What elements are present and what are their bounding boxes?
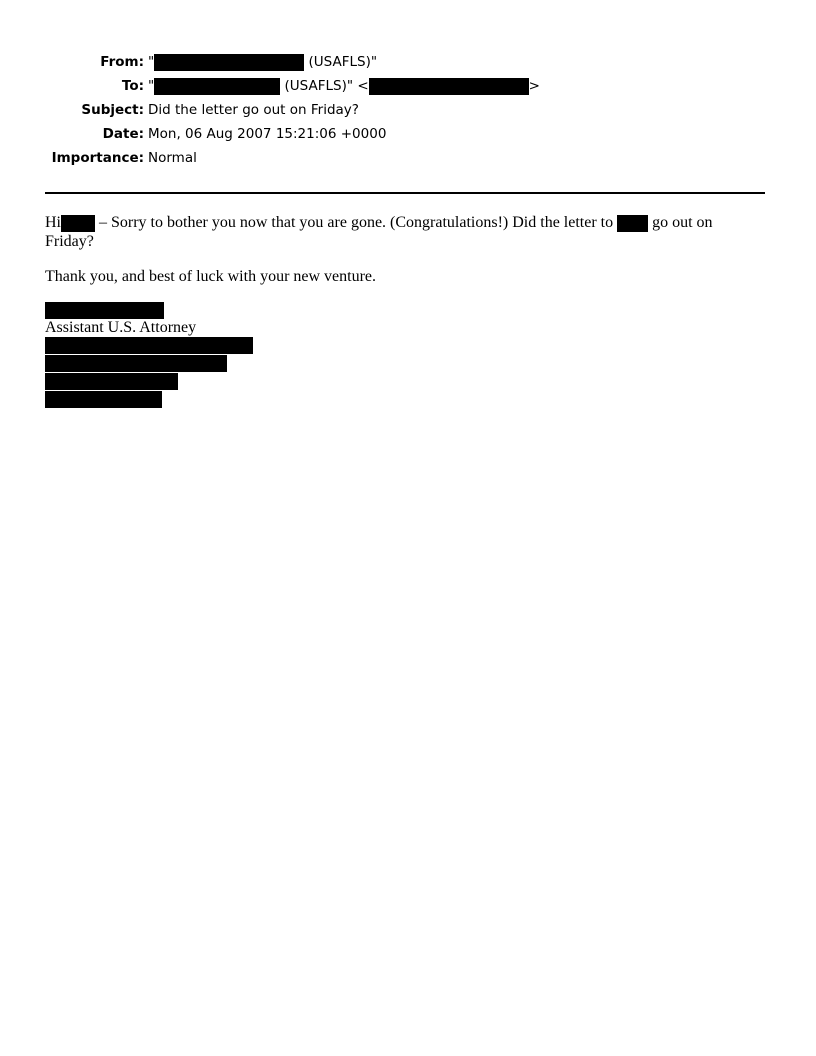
header-divider bbox=[45, 192, 765, 194]
signature-block bbox=[45, 302, 745, 408]
redaction-block bbox=[45, 337, 253, 354]
to-open-quote: " bbox=[148, 78, 155, 94]
redaction-block bbox=[617, 215, 648, 232]
signature-title: Assistant U.S. Attorney bbox=[45, 319, 197, 336]
redaction-block bbox=[369, 78, 529, 95]
redaction-block bbox=[61, 215, 95, 232]
to-close: > bbox=[528, 78, 540, 94]
importance-row bbox=[0, 148, 816, 172]
from-value bbox=[148, 52, 377, 72]
subject-label: Subject: bbox=[81, 102, 144, 118]
sentence-part2: go out on Friday? bbox=[45, 214, 713, 250]
closing-paragraph: Thank you, and best of luck with your new venture. bbox=[45, 268, 377, 285]
redaction-block bbox=[45, 355, 227, 372]
from-row bbox=[0, 52, 816, 76]
to-label: To: bbox=[121, 78, 144, 94]
sentence-part1: – Sorry to bother you now that you are gone. (Congratulations!) Did the letter to bbox=[95, 214, 618, 231]
redaction-block bbox=[154, 78, 280, 95]
date-label: Date: bbox=[102, 126, 144, 142]
greeting: Hi bbox=[45, 214, 61, 231]
to-row bbox=[0, 76, 816, 100]
date-row bbox=[0, 124, 816, 148]
from-suffix: (USAFLS)" bbox=[304, 54, 378, 70]
from-open-quote: " bbox=[148, 54, 155, 70]
subject-value: Did the letter go out on Friday? bbox=[148, 102, 359, 118]
importance-label: Importance: bbox=[51, 150, 144, 166]
email-header bbox=[0, 52, 816, 172]
email-body bbox=[45, 213, 745, 408]
subject-row bbox=[0, 100, 816, 124]
redaction-block bbox=[45, 373, 178, 390]
importance-value: Normal bbox=[148, 150, 197, 166]
redaction-block bbox=[45, 302, 164, 319]
to-value bbox=[148, 76, 540, 96]
body-paragraph bbox=[45, 213, 745, 251]
date-value: Mon, 06 Aug 2007 15:21:06 +0000 bbox=[148, 126, 387, 142]
from-label: From: bbox=[100, 54, 144, 70]
to-mid: (USAFLS)" < bbox=[280, 78, 369, 94]
redaction-block bbox=[154, 54, 304, 71]
redaction-block bbox=[45, 391, 162, 408]
